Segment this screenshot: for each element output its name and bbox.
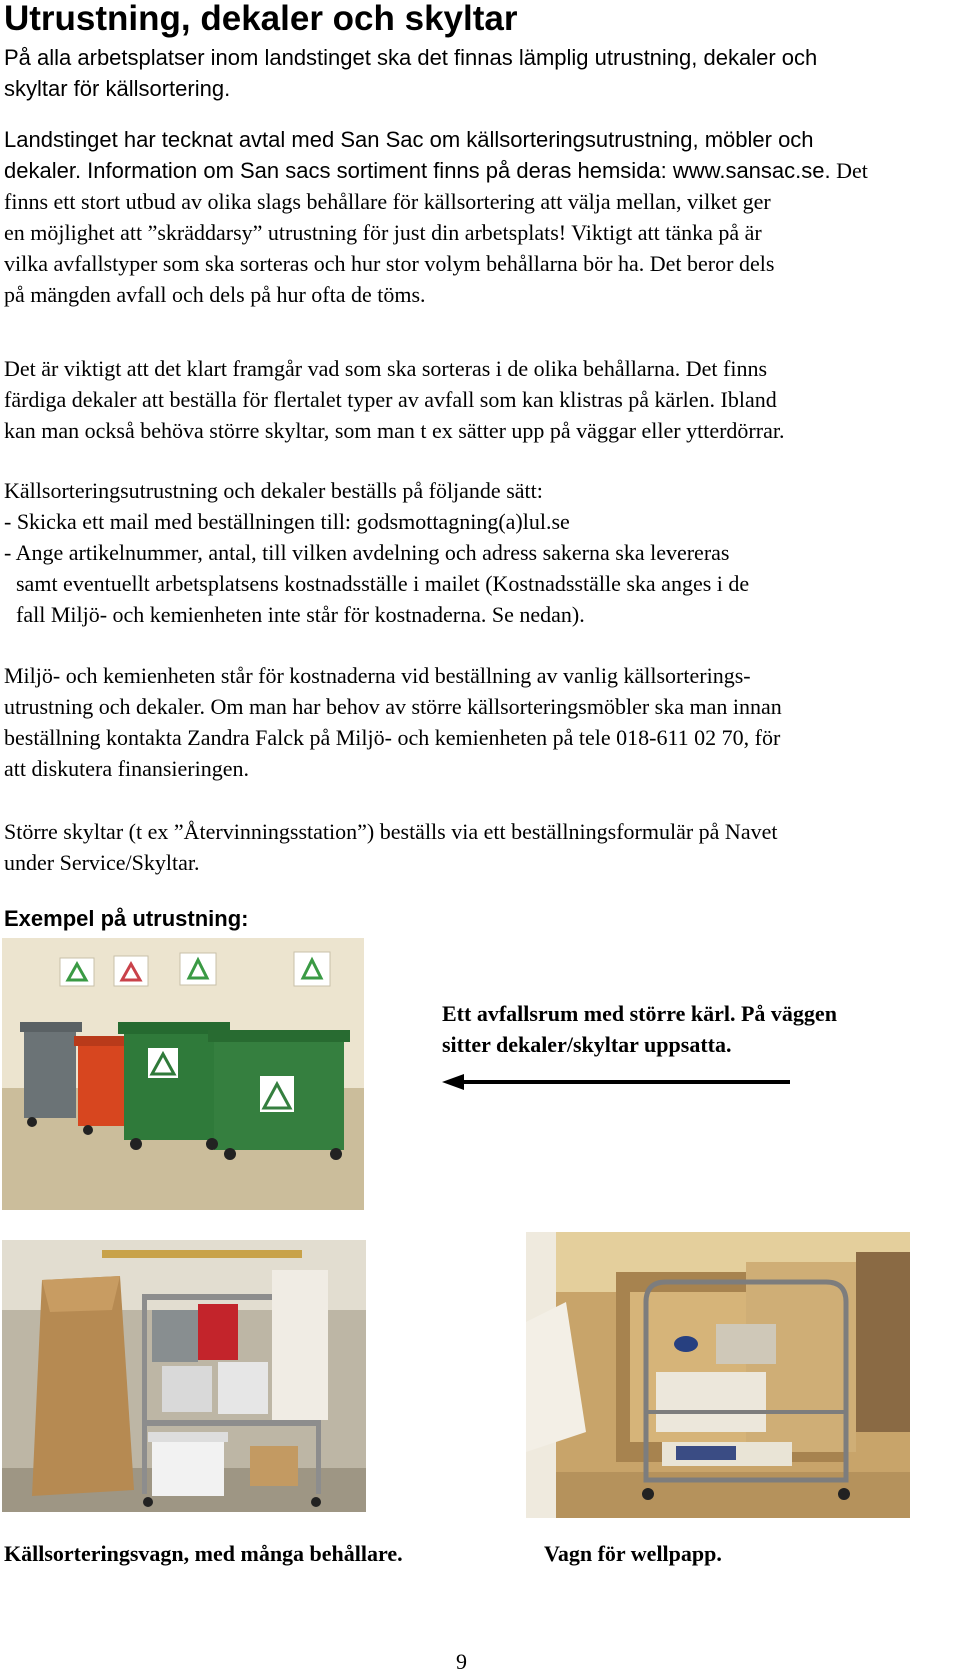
left-arrow-icon [442,1070,792,1094]
paragraph-line: under Service/Skyltar. [4,850,200,875]
labels-paragraph [4,353,954,446]
paragraph-line: Landstinget har tecknat avtal med San Sac om källsorteringsutrustning, möbler och [4,127,814,152]
waste-room-photo [2,938,364,1210]
cardboard-cart-caption: Vagn för wellpapp. [544,1541,722,1566]
paragraph-line: på mängden avfall och dels på hur ofta de töms. [4,282,426,307]
page-number: 9 [456,1649,467,1674]
intro-paragraph [4,42,949,104]
caption-line: sitter dekaler/skyltar uppsatta. [442,1032,732,1057]
paragraph-line: Källsorteringsutrustning och dekaler beställs på följande sätt: [4,478,543,503]
caption-line: Ett avfallsrum med större kärl. På väggen [442,1001,837,1026]
list-item-continuation: fall Miljö- och kemienheten inte står för kostnaderna. Se nedan). [16,602,585,627]
sorting-cart-photo [2,1240,366,1512]
paragraph-line: Miljö- och kemienheten står för kostnaderna vid beställning av vanlig källsorterings- [4,663,751,688]
intro-line: På alla arbetsplatser inom landstinget ska det finnas lämplig utrustning, dekaler och [4,45,818,70]
paragraph-line: vilka avfallstyper som ska sorteras och hur stor volym behållarna bör ha. Det beror dels [4,251,775,276]
cardboard-cart-photo [526,1232,910,1518]
signs-paragraph [4,816,954,878]
example-heading: Exempel på utrustning: [4,906,249,931]
funding-paragraph [4,660,954,784]
order-instructions [4,475,954,630]
page-title: Utrustning, dekaler och skyltar [4,0,518,38]
paragraph-line: att diskutera finansieringen. [4,756,249,781]
paragraph-line-tail: Det [836,158,868,183]
paragraph-line: en möjlighet att ”skräddarsy” utrustning för just din arbetsplats! Viktigt att tänka på är [4,220,762,245]
website-sentence: dekaler. Information om San sacs sortiment finns på deras hemsida: www.sansac.se. [4,158,831,183]
paragraph-line: Det är viktigt att det klart framgår vad som ska sorteras i de olika behållarna. Det finns [4,356,768,381]
paragraph-line: kan man också behöva större skyltar, som man t ex sätter upp på väggar eller ytterdörrar. [4,418,785,443]
paragraph-line: färdiga dekaler att beställa för flertalet typer av avfall som kan klistras på kärlen. Ibland [4,387,777,412]
sorting-cart-caption: Källsorteringsvagn, med många behållare. [4,1541,403,1566]
list-item: - Ange artikelnummer, antal, till vilken avdelning och adress sakerna ska levereras [4,540,730,565]
paragraph-line [4,155,954,186]
paragraph-line: Större skyltar (t ex ”Återvinningsstation”) beställs via ett beställningsformulär på Navet [4,819,778,844]
paragraph-line: finns ett stort utbud av olika slags behållare för källsortering att välja mellan, vilket ger [4,189,771,214]
supplier-paragraph [4,124,954,310]
waste-room-caption [442,998,837,1060]
list-item: - Skicka ett mail med beställningen till: godsmottagning(a)lul.se [4,509,570,534]
intro-line: skyltar för källsortering. [4,76,231,101]
paragraph-line: beställning kontakta Zandra Falck på Miljö- och kemienheten på tele 018-611 02 70, för [4,725,781,750]
paragraph-line: utrustning och dekaler. Om man har behov av större källsorteringsmöbler ska man innan [4,694,782,719]
list-item-continuation: samt eventuellt arbetsplatsens kostnadsställe i mailet (Kostnadsställe ska anges i de [16,571,750,596]
